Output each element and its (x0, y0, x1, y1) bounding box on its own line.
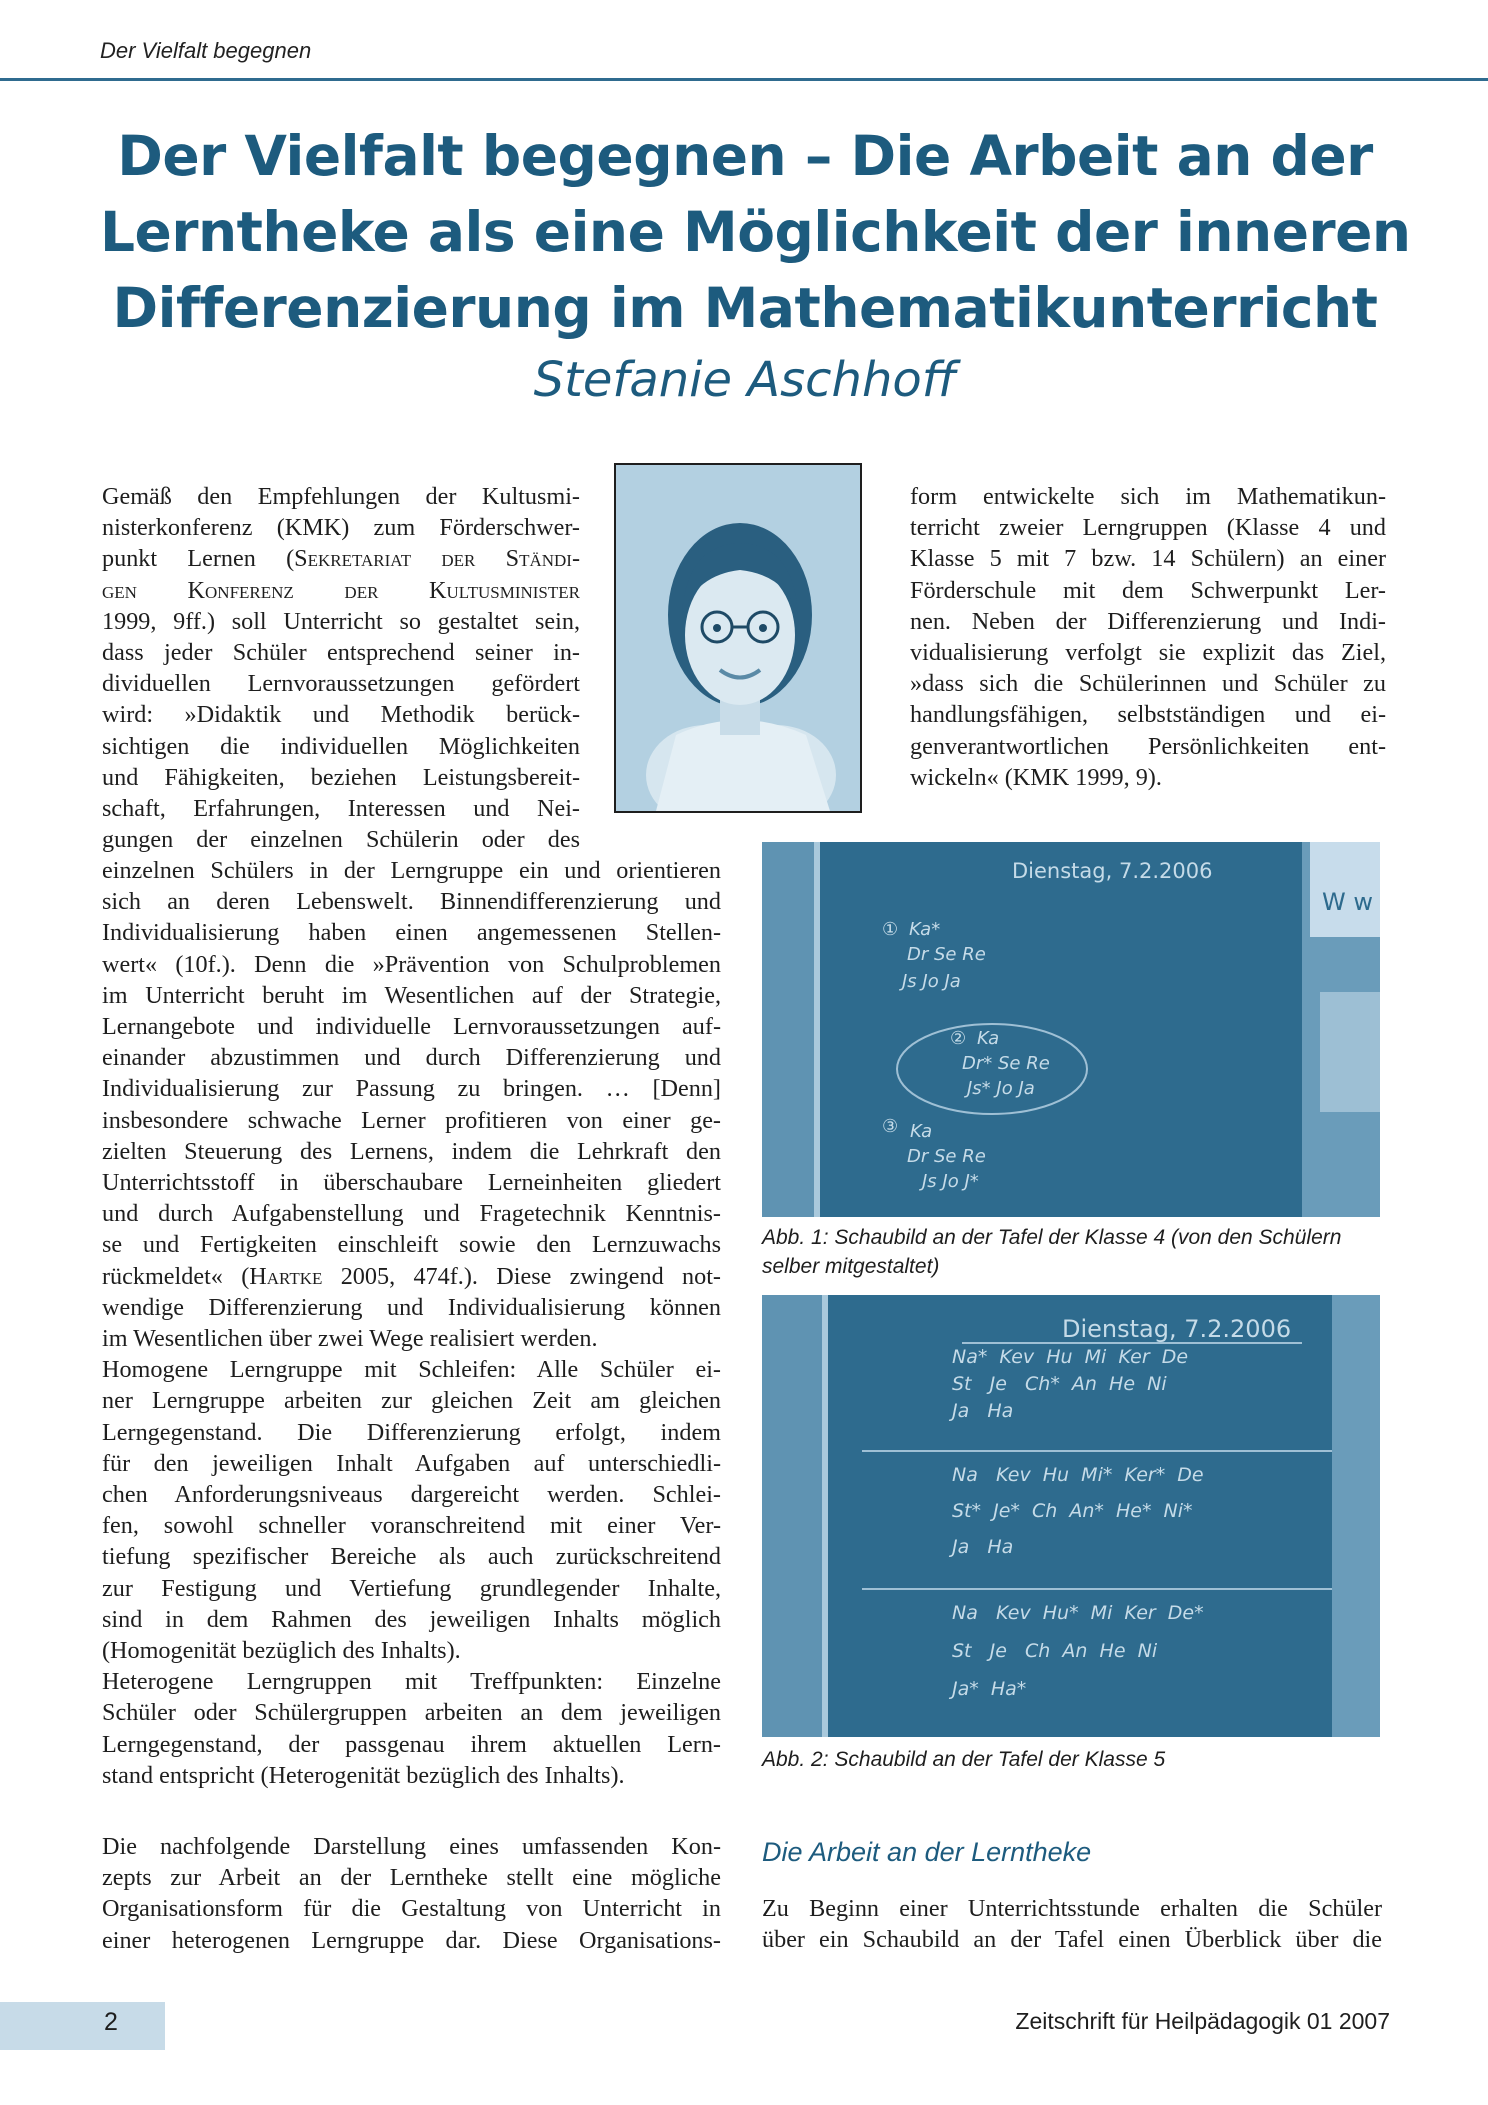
citation-authors: Sekretariat der Ständi- (294, 545, 580, 573)
journal-name: Zeitschrift für Heilpädagogik 01 2007 (1015, 2008, 1390, 2034)
group-1-label: ① (882, 919, 899, 940)
text-line: wickeln« (KMK 1999, 9). (910, 763, 1162, 791)
text-line: Lerngegenstand. Die Differenzierung erfolgt, indem (102, 1418, 721, 1446)
group-3-row: Dr Se Re (907, 1146, 986, 1167)
text-line: vidualisierung verfolgt sie explizit das Ziel, (910, 639, 1386, 667)
text-line: Unterrichtsstoff in überschaubare Lerneinheiten gliedert (102, 1169, 721, 1197)
column-1-bottom (102, 855, 721, 1791)
text-line: nisterkonferenz (KMK) zum Förderschwer- (102, 514, 580, 542)
group-1-row: Dr Se Re (907, 944, 986, 965)
text-line: ner Lerngruppe arbeiten zur gleichen Zeit am gleichen (102, 1387, 721, 1415)
text-line: Heterogene Lerngruppen mit Treffpunkten: Einzelne (102, 1668, 721, 1696)
section-2-row: St* Je* Ch An* He* Ni* (952, 1500, 1193, 1522)
section-2-row: Na Kev Hu Mi* Ker* De (952, 1464, 1204, 1486)
title-line: Der Vielfalt begegnen – Die Arbeit an der (117, 124, 1373, 188)
text-line: fen, sowohl schneller voranschreitend mit einer Ver- (102, 1512, 721, 1540)
text-line: genverantwortlichen Persönlichkeiten ent- (910, 732, 1386, 760)
column-1-paragraph-2 (102, 1831, 721, 1956)
section-heading: Die Arbeit an der Lerntheke (762, 1837, 1092, 1867)
text-line: Die nachfolgende Darstellung eines umfassenden Kon- (102, 1833, 721, 1860)
citation-author: Hartke (249, 1262, 323, 1290)
text-line (102, 1261, 721, 1292)
column-1-top (102, 481, 580, 855)
text-line: Klasse 5 mit 7 bzw. 14 Schülern) an einer (910, 545, 1386, 573)
running-title: Der Vielfalt begegnen (100, 38, 312, 63)
text-line: für den jeweiligen Inhalt Aufgaben auf unterschiedli- (102, 1449, 721, 1477)
text-line: nen. Neben der Differenzierung und Indi- (910, 607, 1386, 635)
board-date: Dienstag, 7.2.2006 (1062, 1315, 1292, 1343)
text-line: wird: »Didaktik und Methodik berück- (102, 701, 580, 729)
text-line: insbesondere schwache Lerner profitieren von einer ge- (102, 1106, 721, 1134)
text-line: tiefung spezifischer Bereiche als auch zurückschreitend (102, 1543, 721, 1571)
wall-sign: W w (1322, 888, 1373, 916)
text-line: dass jeder Schüler entsprechend seiner in- (102, 639, 580, 667)
text-line: Organisationsform für die Gestaltung von Unterricht in (102, 1895, 721, 1923)
text-line: Gemäß den Empfehlungen der Kultusmi- (102, 483, 580, 510)
figure-2-board (762, 1295, 1380, 1737)
text-line: gen Konferenz der Kultusminister (102, 576, 580, 604)
section-1-row: Ja Ha (952, 1400, 1014, 1422)
text-line: einzelnen Schülers in der Lerngruppe ein und orientieren (102, 857, 721, 884)
text-line: schaft, Erfahrungen, Interessen und Nei- (102, 795, 580, 823)
text-line: im Unterricht beruht im Wesentlichen auf der Strategie, (102, 981, 721, 1009)
figure-2-caption: Abb. 2: Schaubild an der Tafel der Klasse 5 (762, 1748, 1166, 1771)
caption-line: selber mitgestaltet) (762, 1255, 940, 1278)
text-line: dividuellen Lernvoraussetzungen gefördert (102, 670, 580, 698)
text-line: se und Fertigkeiten einschleift sowie den Lernzuwachs (102, 1231, 721, 1259)
section-text (762, 1893, 1382, 1955)
figure-1-board (762, 842, 1380, 1217)
group-2-row: Js* Jo Ja (967, 1078, 1035, 1099)
page-number: 2 (104, 2008, 118, 2036)
author-portrait (614, 463, 862, 813)
text-line: im Wesentlichen über zwei Wege realisiert werden. (102, 1325, 598, 1353)
group-3-label: ③ (882, 1116, 899, 1137)
text-line: form entwickelte sich im Mathematikun- (910, 483, 1386, 510)
text-fragment: 2005, 474f.). Diese zwingend not- (322, 1262, 721, 1290)
group-2-row: Dr* Se Re (962, 1053, 1050, 1074)
figure-1-caption (762, 1223, 1402, 1281)
title-line: Differenzierung im Mathematikunterricht (112, 276, 1378, 340)
text-line: »dass sich die Schülerinnen und Schüler zu (910, 670, 1386, 698)
text-line: Förderschule mit dem Schwerpunkt Ler- (910, 576, 1386, 604)
text-line: zur Festigung und Vertiefung grundlegender Inhalte, (102, 1574, 721, 1602)
column-2-top (910, 481, 1386, 793)
text-line: wert« (10f.). Denn die »Prävention von Schulproblemen (102, 950, 721, 978)
text-line: sich an deren Lebenswelt. Binnendifferenzierung und (102, 888, 721, 916)
text-line: 1999, 9ff.) soll Unterricht so gestaltet sein, (102, 607, 580, 635)
page-number-box (0, 2002, 165, 2050)
figure-1-photo (762, 842, 1380, 1217)
text-line: sind in dem Rahmen des jeweiligen Inhalts möglich (102, 1605, 721, 1633)
text-line: einander abzustimmen und durch Differenzierung und (102, 1044, 721, 1072)
text-line: Lerngegenstand, der passgenau ihrem aktuellen Lern- (102, 1730, 721, 1758)
title-line: Lerntheke als eine Möglichkeit der inneren (100, 200, 1411, 264)
text-line: wendige Differenzierung und Individualisierung können (102, 1293, 721, 1321)
text-line: Lernangebote und individuelle Lernvoraussetzungen auf- (102, 1013, 721, 1041)
article-title (100, 118, 1411, 346)
section-1-row: St Je Ch* An He Ni (952, 1373, 1167, 1395)
author-name: Stefanie Aschhoff (533, 352, 957, 408)
section-2-row: Ja Ha (952, 1536, 1014, 1558)
text-line: (Homogenität bezüglich des Inhalts). (102, 1637, 461, 1665)
text-line: gungen der einzelnen Schülerin oder des (102, 826, 580, 854)
section-3-row: St Je Ch An He Ni (952, 1640, 1158, 1662)
section-3-row: Ja* Ha* (952, 1678, 1027, 1700)
group-3-row: Ka (910, 1121, 933, 1142)
text-fragment: rückmeldet« ( (102, 1262, 250, 1290)
text-line: zielten Steuerung des Lernens, indem die Lehrkraft den (102, 1137, 721, 1165)
text-line: stand entspricht (Heterogenität bezüglich des Inhalts). (102, 1761, 625, 1789)
text-line: einer heterogenen Lerngruppe dar. Diese Organisations- (102, 1926, 721, 1954)
group-1-row: Js Jo Ja (902, 971, 961, 992)
text-line: und durch Aufgabenstellung und Fragetechnik Kenntnis- (102, 1200, 721, 1228)
text-line: Individualisierung haben einen angemessenen Stellen- (102, 919, 721, 947)
section-3-row: Na Kev Hu* Mi Ker De* (952, 1602, 1204, 1624)
group-1-row: Ka* (909, 919, 941, 940)
portrait-illustration (616, 465, 860, 811)
section-1-row: Na* Kev Hu Mi Ker De (952, 1346, 1189, 1368)
text-line: chen Anforderungsniveaus dargereicht werden. Schlei- (102, 1481, 721, 1509)
text-line: Individualisierung zur Passung zu bringen. … [Denn] (102, 1075, 721, 1103)
text-fragment: punkt Lernen ( (102, 545, 295, 573)
text-line: sichtigen die individuellen Möglichkeiten (102, 732, 580, 760)
text-line: Homogene Lerngruppe mit Schleifen: Alle Schüler ei- (102, 1356, 721, 1384)
figure-2-photo (762, 1295, 1380, 1737)
text-line: Zu Beginn einer Unterrichtsstunde erhalten die Schüler (762, 1895, 1382, 1922)
board-date: Dienstag, 7.2.2006 (1012, 859, 1213, 883)
header-rule (0, 78, 1488, 81)
text-line: zepts zur Arbeit an der Lerntheke stellt eine mögliche (102, 1864, 721, 1892)
text-line: Schüler oder Schülergruppen arbeiten an dem jeweiligen (102, 1699, 721, 1727)
group-2-row: Ka (977, 1028, 1000, 1049)
group-2-label: ② (950, 1028, 967, 1049)
text-line (102, 543, 580, 574)
text-line: über ein Schaubild an der Tafel einen Überblick über die (762, 1926, 1382, 1954)
text-line: terricht zweier Lerngruppen (Klasse 4 und (910, 514, 1386, 542)
text-line: und Fähigkeiten, beziehen Leistungsbereit- (102, 763, 580, 791)
group-3-row: Js Jo J* (922, 1171, 979, 1192)
caption-line: Abb. 1: Schaubild an der Tafel der Klasse 4 (von den Schülern (762, 1226, 1342, 1249)
text-line: handlungsfähigen, selbstständigen und ei- (910, 701, 1386, 729)
